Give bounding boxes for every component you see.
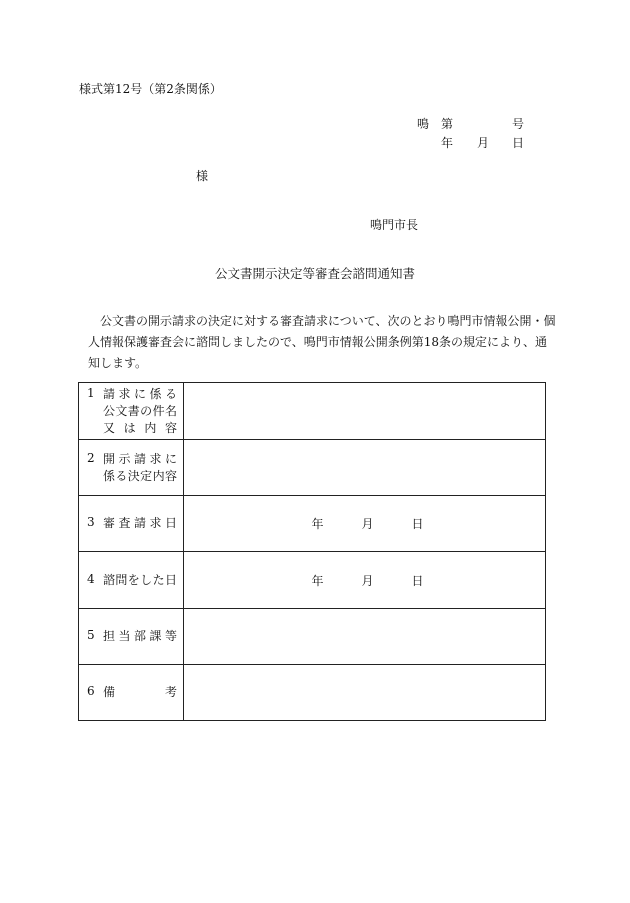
row-value[interactable] — [184, 496, 546, 552]
date-day: 日 — [512, 136, 525, 150]
label-line: 係 る 決 定 内 容 — [103, 468, 177, 483]
date-year: 年 — [441, 136, 454, 150]
addressee-honorific: 様 — [196, 169, 209, 183]
row-value[interactable] — [184, 609, 546, 665]
row-value[interactable] — [184, 440, 546, 496]
label-line: 又 は 内 容 — [103, 420, 177, 435]
date-month-label: 月 — [361, 517, 374, 531]
row-label — [79, 609, 184, 665]
label-line: 諮 問 を し た 日 — [103, 572, 177, 587]
date-month: 月 — [477, 136, 490, 150]
row-value[interactable] — [184, 665, 546, 721]
document-title: 公文書開示決定等審査会諮問通知書 — [214, 266, 415, 281]
date-month-label: 月 — [361, 573, 374, 588]
row-label — [79, 440, 184, 496]
row-number: 2 — [87, 450, 95, 465]
row-number: 5 — [87, 628, 95, 642]
reference-go: 号 — [512, 117, 525, 131]
date-day-label: 日 — [411, 517, 424, 531]
reference-prefix: 鳴 — [417, 117, 430, 131]
table-row — [79, 552, 546, 609]
row-label — [79, 383, 184, 440]
label-line: 備 考 — [103, 685, 177, 699]
label-line: 担 当 部 課 等 — [103, 629, 177, 643]
row-number: 1 — [87, 385, 95, 400]
date-year-label: 年 — [311, 517, 324, 531]
row-label — [79, 496, 184, 552]
label-line: 審 査 請 求 日 — [103, 516, 177, 530]
row-number: 6 — [87, 684, 95, 698]
table-row — [79, 440, 546, 496]
date-year-label: 年 — [311, 573, 324, 588]
row-value[interactable] — [184, 552, 546, 609]
date-day-label: 日 — [411, 573, 424, 588]
row-number: 4 — [87, 571, 95, 586]
row-number: 3 — [87, 515, 95, 529]
label-line: 請 求 に 係 る — [103, 386, 177, 401]
table-row — [79, 609, 546, 665]
reference-dai: 第 — [441, 117, 454, 131]
table-row — [79, 665, 546, 721]
label-line: 公 文 書 の 件 名 — [103, 403, 177, 418]
form-number-label: 様式第12号（第2条関係） — [79, 82, 222, 96]
table-row — [79, 496, 546, 552]
row-label — [79, 552, 184, 609]
row-value[interactable] — [184, 383, 546, 440]
body-paragraph: 公文書の開示請求の決定に対する審査請求について、次のとおり鳴門市情報公開・個人情報保護審査会に諮問しましたので、鳴門市情報公開条例第18条の規定により、通知します。 — [88, 314, 556, 370]
sender-name: 鳴門市長 — [370, 218, 419, 232]
row-label — [79, 665, 184, 721]
details-table — [78, 382, 546, 721]
label-line: 開 示 請 求 に — [103, 451, 177, 466]
table-row — [79, 383, 546, 440]
